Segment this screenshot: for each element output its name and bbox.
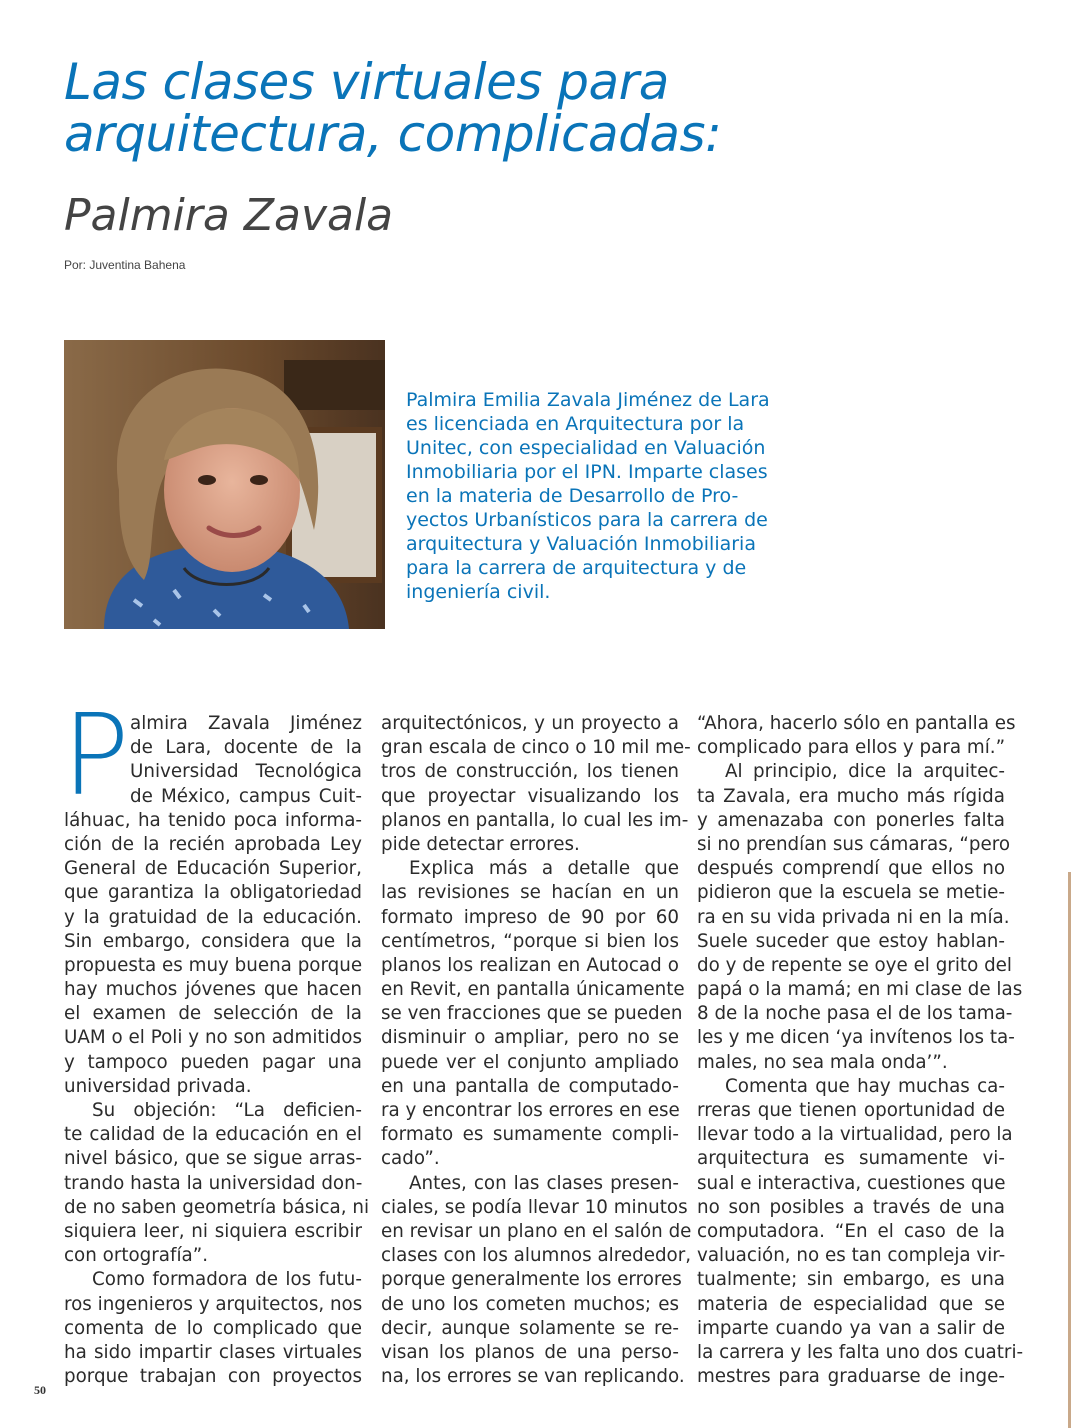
body-text-line: propuesta es muy buena porque	[64, 954, 363, 976]
body-text-line: Explica más a detalle que	[409, 858, 679, 880]
body-text-line: porque trabajan con proyectos	[64, 1366, 362, 1388]
body-text-line: tros de construcción, los tienen	[381, 761, 679, 783]
body-text-line: de uno los cometen muchos; es	[381, 1293, 679, 1315]
body-text-line: la carrera y les falta uno dos cuatri-	[697, 1341, 1024, 1363]
byline: Por: Juventina Bahena	[64, 258, 186, 272]
body-text-line: láhuac, ha tenido poca informa-	[64, 809, 362, 831]
bio-line: Palmira Emilia Zavala Jiménez de Lara	[406, 389, 770, 411]
body-text-line: después comprendí que ellos no	[697, 858, 1005, 880]
body-text-line: se ven fracciones que se pueden	[381, 1003, 683, 1025]
body-text-line: y la gratuidad de la educación.	[64, 906, 362, 928]
body-text-line: ra y encontrar los errores en ese	[381, 1100, 680, 1121]
bio-line: ingeniería civil.	[406, 581, 551, 603]
article-subtitle: Palmira Zavala	[64, 190, 394, 241]
drop-cap: P	[62, 691, 130, 821]
body-text-line: almira Zavala Jiménez	[130, 713, 362, 734]
body-text-line: planos los realizan en Autocad o	[381, 954, 679, 976]
bio-line: para la carrera de arquitectura y de	[406, 557, 747, 579]
body-text-line: males, no sea mala onda’”.	[697, 1051, 948, 1073]
body-text-line: complicado para ellos y para mí.”	[697, 737, 1006, 759]
body-text-line: materia de especialidad que se	[697, 1293, 1005, 1315]
body-text-line: do y de repente se oye el grito del	[697, 954, 1012, 976]
body-text-line: ta Zavala, era mucho más rígida	[697, 785, 1005, 807]
body-text-line: valuación, no es tan compleja vir-	[697, 1245, 1006, 1267]
body-text-line: las revisiones se hacían en un	[381, 882, 679, 904]
body-text-line: visan los planos de una perso-	[381, 1341, 679, 1363]
body-text-line: ción de la recién aprobada Ley	[64, 833, 362, 855]
body-text-line: Universidad Tecnológica	[130, 761, 362, 783]
body-text-line: rreras que tienen oportunidad de	[697, 1100, 1005, 1121]
portrait-photo	[64, 340, 385, 629]
body-text-line: mestres para graduarse de inge-	[697, 1366, 1005, 1388]
bio-line: Inmobiliaria por el IPN. Imparte clases	[406, 461, 768, 483]
body-text-line: que proyectar visualizando los	[381, 785, 679, 807]
bio-line: arquitectura y Valuación Inmobiliaria	[406, 533, 756, 555]
page-number: 50	[34, 1383, 46, 1397]
body-text-line: gran escala de cinco o 10 mil me-	[381, 737, 691, 759]
body-text-line: y amenazaba con ponerles falta	[697, 809, 1005, 831]
body-text-line: ros ingenieros y arquitectos, nos	[64, 1293, 363, 1315]
text-column-1	[64, 712, 370, 1389]
body-text-line: te calidad de la educación en el	[64, 1124, 362, 1146]
body-text-line: y tampoco pueden pagar una	[64, 1051, 362, 1073]
body-text-line: General de Educación Superior,	[64, 858, 362, 880]
text-column-2	[381, 712, 692, 1389]
body-text-line: no son posibles a través de una	[697, 1196, 1005, 1218]
body-text-line: universidad privada.	[64, 1075, 252, 1097]
body-text-line: 8 de la noche pasa el de los tama-	[697, 1003, 1013, 1025]
body-text-line: Su objeción: “La deficien-	[92, 1100, 362, 1121]
body-text-line: imparte cuando ya van a salir de	[697, 1317, 1005, 1339]
body-text-line: de Lara, docente de la	[130, 737, 362, 759]
body-text-line: comenta de lo complicado que	[64, 1317, 362, 1339]
body-text-line: cado”.	[381, 1148, 440, 1170]
body-text-line: na, los errores se van replicando.	[381, 1366, 685, 1388]
body-text-line: sual e interactiva, cuestiones que	[697, 1172, 1006, 1194]
body-text-line: en una pantalla de computado-	[381, 1075, 679, 1097]
body-text-line: pidieron que la escuela se metie-	[697, 882, 1005, 904]
body-text-line: Antes, con las clases presen-	[409, 1172, 679, 1194]
body-text-line: ciales, se podía llevar 10 minutos	[381, 1196, 688, 1218]
body-text-line: Sin embargo, considera que la	[64, 930, 362, 952]
body-text-line: siquiera leer, ni siquiera escribir	[64, 1220, 362, 1242]
body-text-line: en Revit, en pantalla únicamente	[381, 979, 685, 1001]
bio-line: yectos Urbanísticos para la carrera de	[406, 509, 768, 531]
body-text-line: decir, aunque solamente se re-	[381, 1317, 679, 1339]
body-text-line: UAM o el Poli y no son admitidos	[64, 1027, 362, 1049]
body-text-line: papá o la mamá; en mi clase de las	[697, 979, 1023, 1001]
body-text-line: ra en su vida privada ni en la mía.	[697, 906, 1010, 928]
body-text-line: Como formadora de los futu-	[92, 1269, 362, 1291]
body-text-line: hay muchos jóvenes que hacen	[64, 979, 362, 1001]
body-text-line: con ortografía”.	[64, 1245, 209, 1267]
body-text-line: pide detectar errores.	[381, 833, 580, 855]
body-text-line: formato es sumamente compli-	[381, 1124, 679, 1146]
body-text-line: Al principio, dice la arquitec-	[725, 761, 1005, 783]
text-column-3	[697, 712, 1024, 1389]
body-text-line: en revisar un plano en el salón de	[381, 1220, 692, 1242]
body-text-line: porque generalmente los errores	[381, 1269, 682, 1291]
body-text-line: si no prendían sus cámaras, “pero	[697, 833, 1011, 855]
body-text-line: “Ahora, hacerlo sólo en pantalla es	[697, 713, 1016, 734]
article-title	[64, 53, 964, 163]
bio-line: Unitec, con especialidad en Valuación	[406, 437, 766, 459]
body-text-line: formato impreso de 90 por 60	[381, 906, 679, 928]
title-line-2: arquitectura, complicadas:	[64, 105, 722, 163]
bio-line: es licenciada en Arquitectura por la	[406, 413, 745, 435]
body-text-line: nivel básico, que se sigue arras-	[64, 1148, 362, 1170]
body-text-line: el examen de selección de la	[64, 1003, 362, 1025]
body-text-line: arquitectónicos, y un proyecto a	[381, 713, 679, 734]
title-line-1: Las clases virtuales para	[64, 53, 669, 111]
body-text-line: trando hasta la universidad don-	[64, 1172, 363, 1194]
body-text-line: que garantiza la obligatoriedad	[64, 882, 362, 904]
body-text-line: arquitectura es sumamente vi-	[697, 1148, 1005, 1170]
body-text-line: computadora. “En el caso de la	[697, 1220, 1005, 1242]
body-text-line: planos en pantalla, lo cual les im-	[381, 809, 689, 831]
body-text-line: llevar todo a la virtualidad, pero la	[697, 1124, 1013, 1146]
body-text-line: les y me dicen ‘ya invítenos los ta-	[697, 1027, 1015, 1049]
body-text-line: puede ver el conjunto ampliado	[381, 1051, 679, 1073]
body-text-line: de no saben geometría básica, ni	[64, 1196, 370, 1218]
portrait-image-icon	[64, 340, 385, 629]
body-text-line: disminuir o ampliar, pero no se	[381, 1027, 679, 1049]
body-text-line: Suele suceder que estoy hablan-	[697, 930, 1005, 952]
body-text-line: tualmente; sin embargo, es una	[697, 1269, 1005, 1291]
bio-blurb	[406, 388, 826, 604]
body-text-line: centímetros, “porque si bien los	[381, 930, 679, 952]
body-text-line: ha sido impartir clases virtuales	[64, 1341, 362, 1363]
body-text-line: de México, campus Cuit-	[130, 785, 362, 807]
bio-line: en la materia de Desarrollo de Pro-	[406, 485, 739, 507]
body-text-line: clases con los alumnos alrededor,	[381, 1245, 692, 1267]
body-text-line: Comenta que hay muchas ca-	[725, 1075, 1005, 1097]
